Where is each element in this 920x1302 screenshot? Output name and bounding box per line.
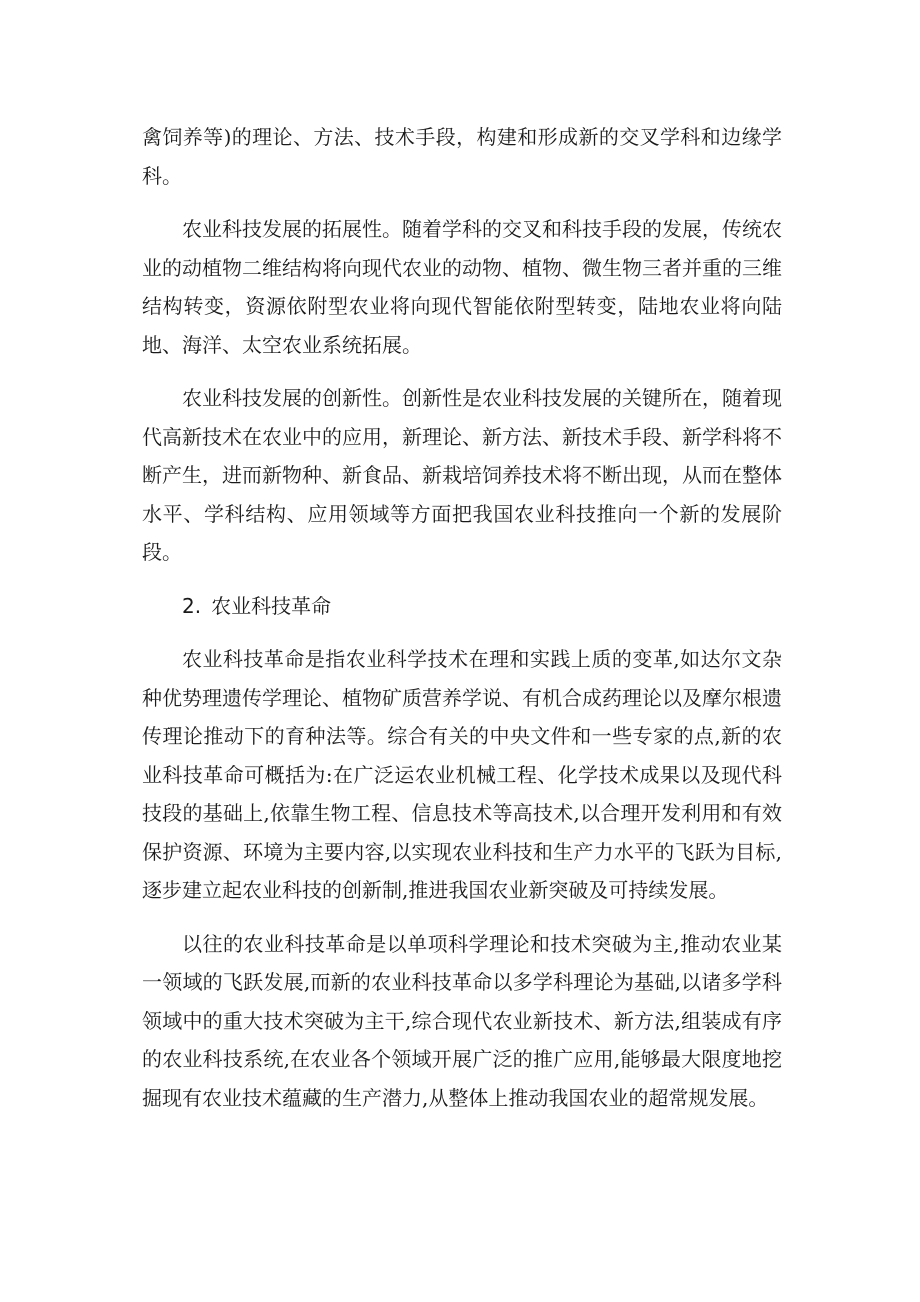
paragraph-revolution-comparison: 以往的农业科技革命是以单项科学理论和技术突破为主,推动农业某一领域的飞跃发展,而新的农业科技革命以多学科理论为基础,以诸多学科领域中的重大技术突破为主干,综合现代农业新技术、新方法,组装成有序的农业科技系统,在农业各个领域开展广泛的推广应用,能够最大限度地挖掘现有农业技术蕴藏的生产潜力,从整体上推动我国农业的超常规发展。 xyxy=(142,931,782,1110)
section-number: 2. xyxy=(182,593,202,618)
section-heading xyxy=(142,587,782,626)
document-body xyxy=(142,118,782,1132)
paragraph-continuation: 禽饲养等)的理论、方法、技术手段，构建和形成新的交叉学科和边缘学科。 xyxy=(142,125,782,188)
paragraph-expansion: 农业科技发展的拓展性。随着学科的交叉和科技手段的发展，传统农业的动植物二维结构将向现代农业的动物、植物、微生物三者并重的三维结构转变，资源依附型农业将向现代智能依附型转变，陆地农业将向陆地、海洋、太空农业系统拓展。 xyxy=(142,217,782,357)
section-title: 农业科技革命 xyxy=(211,593,332,618)
paragraph-revolution-definition: 农业科技革命是指农业科学技术在理和实践上质的变革,如达尔文杂种优势理遗传学理论、植物矿质营养学说、有机合成药理论以及摩尔根遗传理论推动下的育种法等。综合有关的中央文件和一些专家的点,新的农业科技革命可概括为:在广泛运农业机械工程、化学技术成果以及现代科技段的基础上,依靠生物工程、信息技术等高技术,以合理开发利用和有效保护资源、环境为主要内容,以实现农业科技和生产力水平的飞跃为目标,逐步建立起农业科技的创新制,推进我国农业新突破及可持续发展。 xyxy=(142,647,782,902)
paragraph-innovation: 农业科技发展的创新性。创新性是农业科技发展的关键所在，随着现代高新技术在农业中的应用，新理论、新方法、新技术手段、新学科将不断产生，进而新物种、新食品、新栽培饲养技术将不断出现，从而在整体水平、学科结构、应用领域等方面把我国农业科技推向一个新的发展阶段。 xyxy=(142,386,782,564)
